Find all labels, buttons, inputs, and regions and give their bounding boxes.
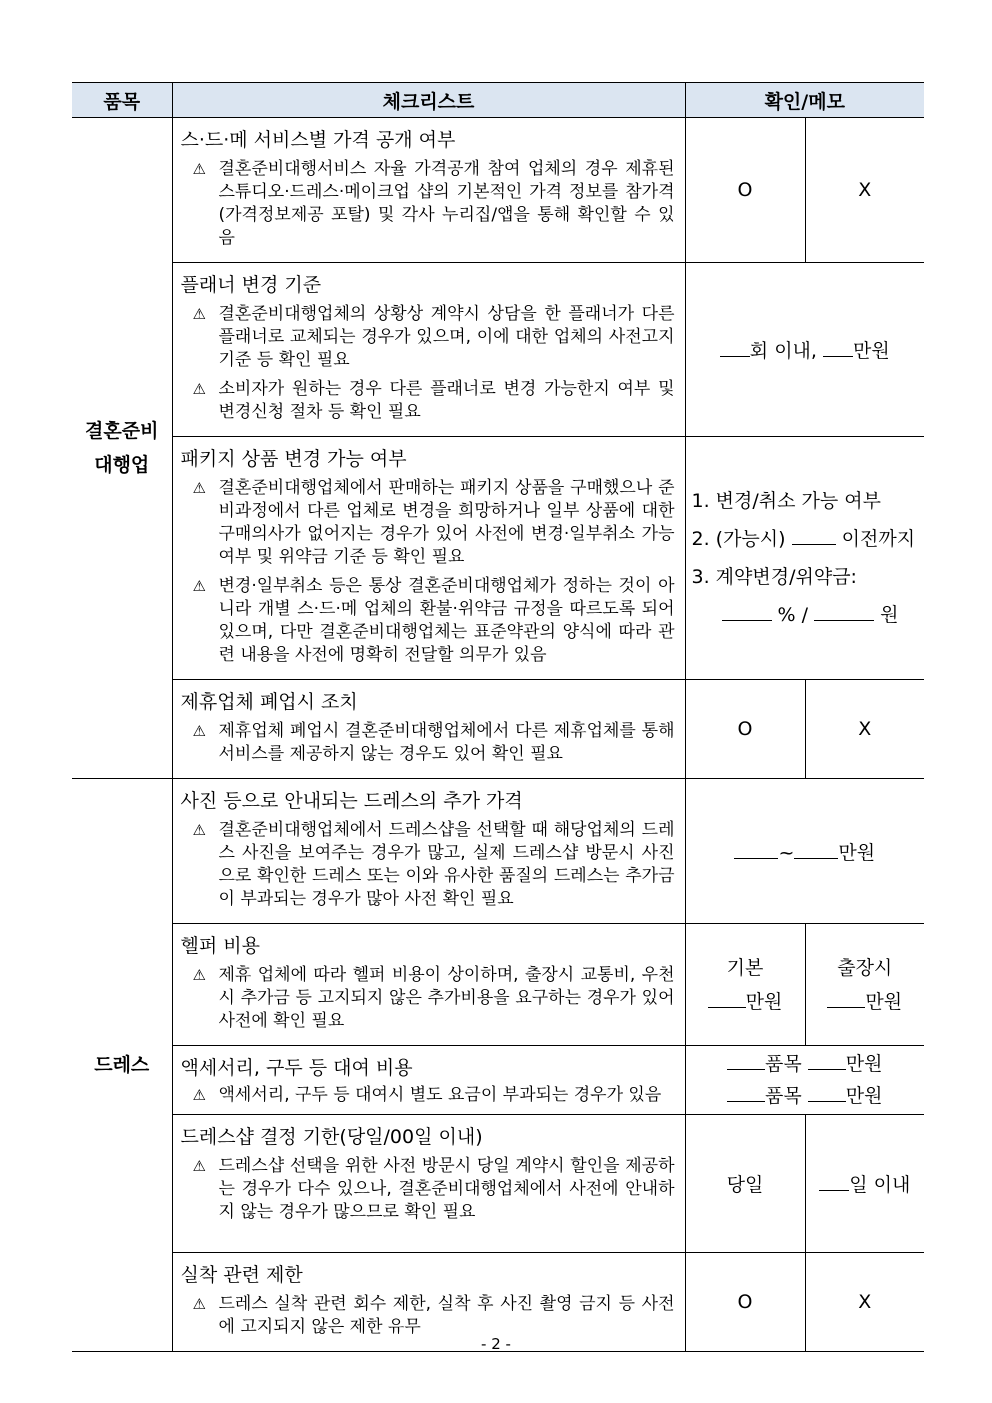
page-number: - 2 - [481,1335,511,1353]
item-title: 헬퍼 비용 [180,935,260,957]
memo-cell: X [805,680,924,779]
memo-cell: 일 이내 [805,1115,924,1253]
memo-list: 1. 변경/취소 가능 여부 2. (가능시) 이전까지 3. 계약변경/위약금: % / 원 [691,490,916,626]
note: ⚠ 액세서리, 구두 등 대여시 별도 요금이 부과되는 경우가 있음 [192,1085,662,1105]
warning-triangle-icon: ⚠ [192,966,206,984]
blank-line [792,525,836,545]
table-row [72,1115,924,1253]
table-row [72,1046,924,1115]
table-row [72,924,924,1046]
note: ⚠ 제휴업체 폐업시 결혼준비대행업체에서 다른 제휴업체를 통해 서비스를 제공하지 않는 경우도 있어 확인 필요 [192,721,675,764]
header-checklist: 체크리스트 [172,83,685,118]
blank-line [823,337,853,357]
note: ⚠ 결혼준비대행업체에서 드레스샵을 선택할 때 해당업체의 드레스 사진을 보여주는 경우가 많고, 실제 드레스샵 방문시 사진으로 확인한 드레스 또는 이와 유사한 품질의 드레스는 추가금이 부과되는 경우가 많아 사전 확인 필요 [192,820,675,909]
note: ⚠ 드레스 실착 관련 회수 제한, 실착 후 사진 촬영 금지 등 사전에 고지되지 않은 제한 유무 [192,1294,675,1337]
blank-line [808,1082,846,1102]
memo-cell: 출장시 만원 [805,924,924,1046]
table-row [72,680,924,779]
category-cell: 드레스 [72,779,172,1352]
checklist-table [72,82,924,1352]
memo-cell: O [685,1253,805,1352]
checklist-item [172,779,685,924]
note: ⚠ 결혼준비대행업체에서 판매하는 패키지 상품을 구매했으나 준비과정에서 다른 업체로 변경을 희망하거나 일부 상품에 대한 구매의사가 없어지는 경우가 있어 사전에 변경·일부취소 가능 여부 및 위약금 기준 등 확인 필요 [192,478,675,567]
table-row [72,118,924,263]
category-cell [72,118,172,779]
warning-triangle-icon: ⚠ [192,577,206,595]
memo-cell: O [685,118,805,263]
header-category: 품목 [72,83,172,118]
item-title: 패키지 상품 변경 가능 여부 [180,448,407,470]
memo-cell: 품목 만원 품목 만원 [685,1046,924,1115]
warning-triangle-icon: ⚠ [192,479,206,497]
warning-triangle-icon: ⚠ [192,1157,206,1175]
checklist-item [172,437,685,680]
blank-line [734,839,778,859]
header-memo: 확인/메모 [685,83,924,118]
blank-line [727,1082,765,1102]
blank-line [808,1050,846,1070]
memo-cell: 회 이내, 만원 [685,263,924,437]
blank-line [720,337,750,357]
table-row [72,437,924,680]
item-title: 스·드·메 서비스별 가격 공개 여부 [180,129,456,151]
blank-line [827,988,865,1008]
category-label: 대행업 [94,454,150,476]
blank-line [722,601,772,621]
blank-line [819,1171,849,1191]
memo-cell: X [805,118,924,263]
checklist-item [172,118,685,263]
warning-triangle-icon: ⚠ [192,821,206,839]
warning-triangle-icon: ⚠ [192,1086,206,1104]
item-title: 액세서리, 구두 등 대여 비용 [180,1057,413,1079]
warning-triangle-icon: ⚠ [192,1295,206,1313]
note: ⚠ 드레스샵 선택을 위한 사전 방문시 당일 계약시 할인을 제공하는 경우가 다수 있으나, 결혼준비대행업체에서 사전에 안내하지 않는 경우가 많으므로 확인 필요 [192,1156,675,1222]
blank-line [727,1050,765,1070]
blank-line [814,601,874,621]
warning-triangle-icon: ⚠ [192,722,206,740]
warning-triangle-icon: ⚠ [192,305,206,323]
checklist-item [172,924,685,1046]
header-row [72,83,924,118]
item-title: 실착 관련 제한 [180,1264,303,1286]
checklist-item [172,263,685,437]
item-title: 사진 등으로 안내되는 드레스의 추가 가격 [180,790,523,812]
memo-cell: 당일 [685,1115,805,1253]
note: ⚠ 제휴 업체에 따라 헬퍼 비용이 상이하며, 출장시 교통비, 우천시 추가금 등 고지되지 않은 추가비용을 요구하는 경우가 있어 사전에 확인 필요 [192,965,675,1031]
table-row [72,779,924,924]
warning-triangle-icon: ⚠ [192,380,206,398]
checklist-item [172,1046,685,1115]
blank-line [794,839,838,859]
table-row [72,263,924,437]
category-label: 결혼준비 [85,420,159,442]
memo-cell: O [685,680,805,779]
note: ⚠ 결혼준비대행업체의 상황상 계약시 상담을 한 플래너가 다른 플래너로 교체되는 경우가 있으며, 이에 대한 업체의 사전고지 기준 등 확인 필요 [192,304,675,370]
note: ⚠ 결혼준비대행서비스 자율 가격공개 참여 업체의 경우 제휴된 스튜디오·드레스·메이크업 샵의 기본적인 가격 정보를 참가격(가격정보제공 포탈) 및 각사 누리집/앱을 통해 확인할 수 있음 [192,159,675,248]
item-title: 드레스샵 결정 기한(당일/00일 이내) [180,1126,483,1148]
warning-triangle-icon: ⚠ [192,160,206,178]
memo-cell: ~ 만원 [685,779,924,924]
memo-cell: X [805,1253,924,1352]
note: ⚠ 소비자가 원하는 경우 다른 플래너로 변경 가능한지 여부 및 변경신청 절차 등 확인 필요 [192,379,675,422]
blank-line [708,988,746,1008]
checklist-item [172,680,685,779]
note: ⚠ 변경·일부취소 등은 통상 결혼준비대행업체가 정하는 것이 아니라 개별 스·드·메 업체의 환불·위약금 규정을 따르도록 되어 있으며, 다만 결혼준비대행업체는 표준약관의 양식에 따라 관련 내용을 사전에 명확히 전달할 의무가 있음 [192,576,675,665]
memo-cell: 기본 만원 [685,924,805,1046]
item-title: 플래너 변경 기준 [180,274,322,296]
memo-cell [685,437,924,680]
item-title: 제휴업체 폐업시 조치 [180,691,358,713]
checklist-item [172,1115,685,1253]
